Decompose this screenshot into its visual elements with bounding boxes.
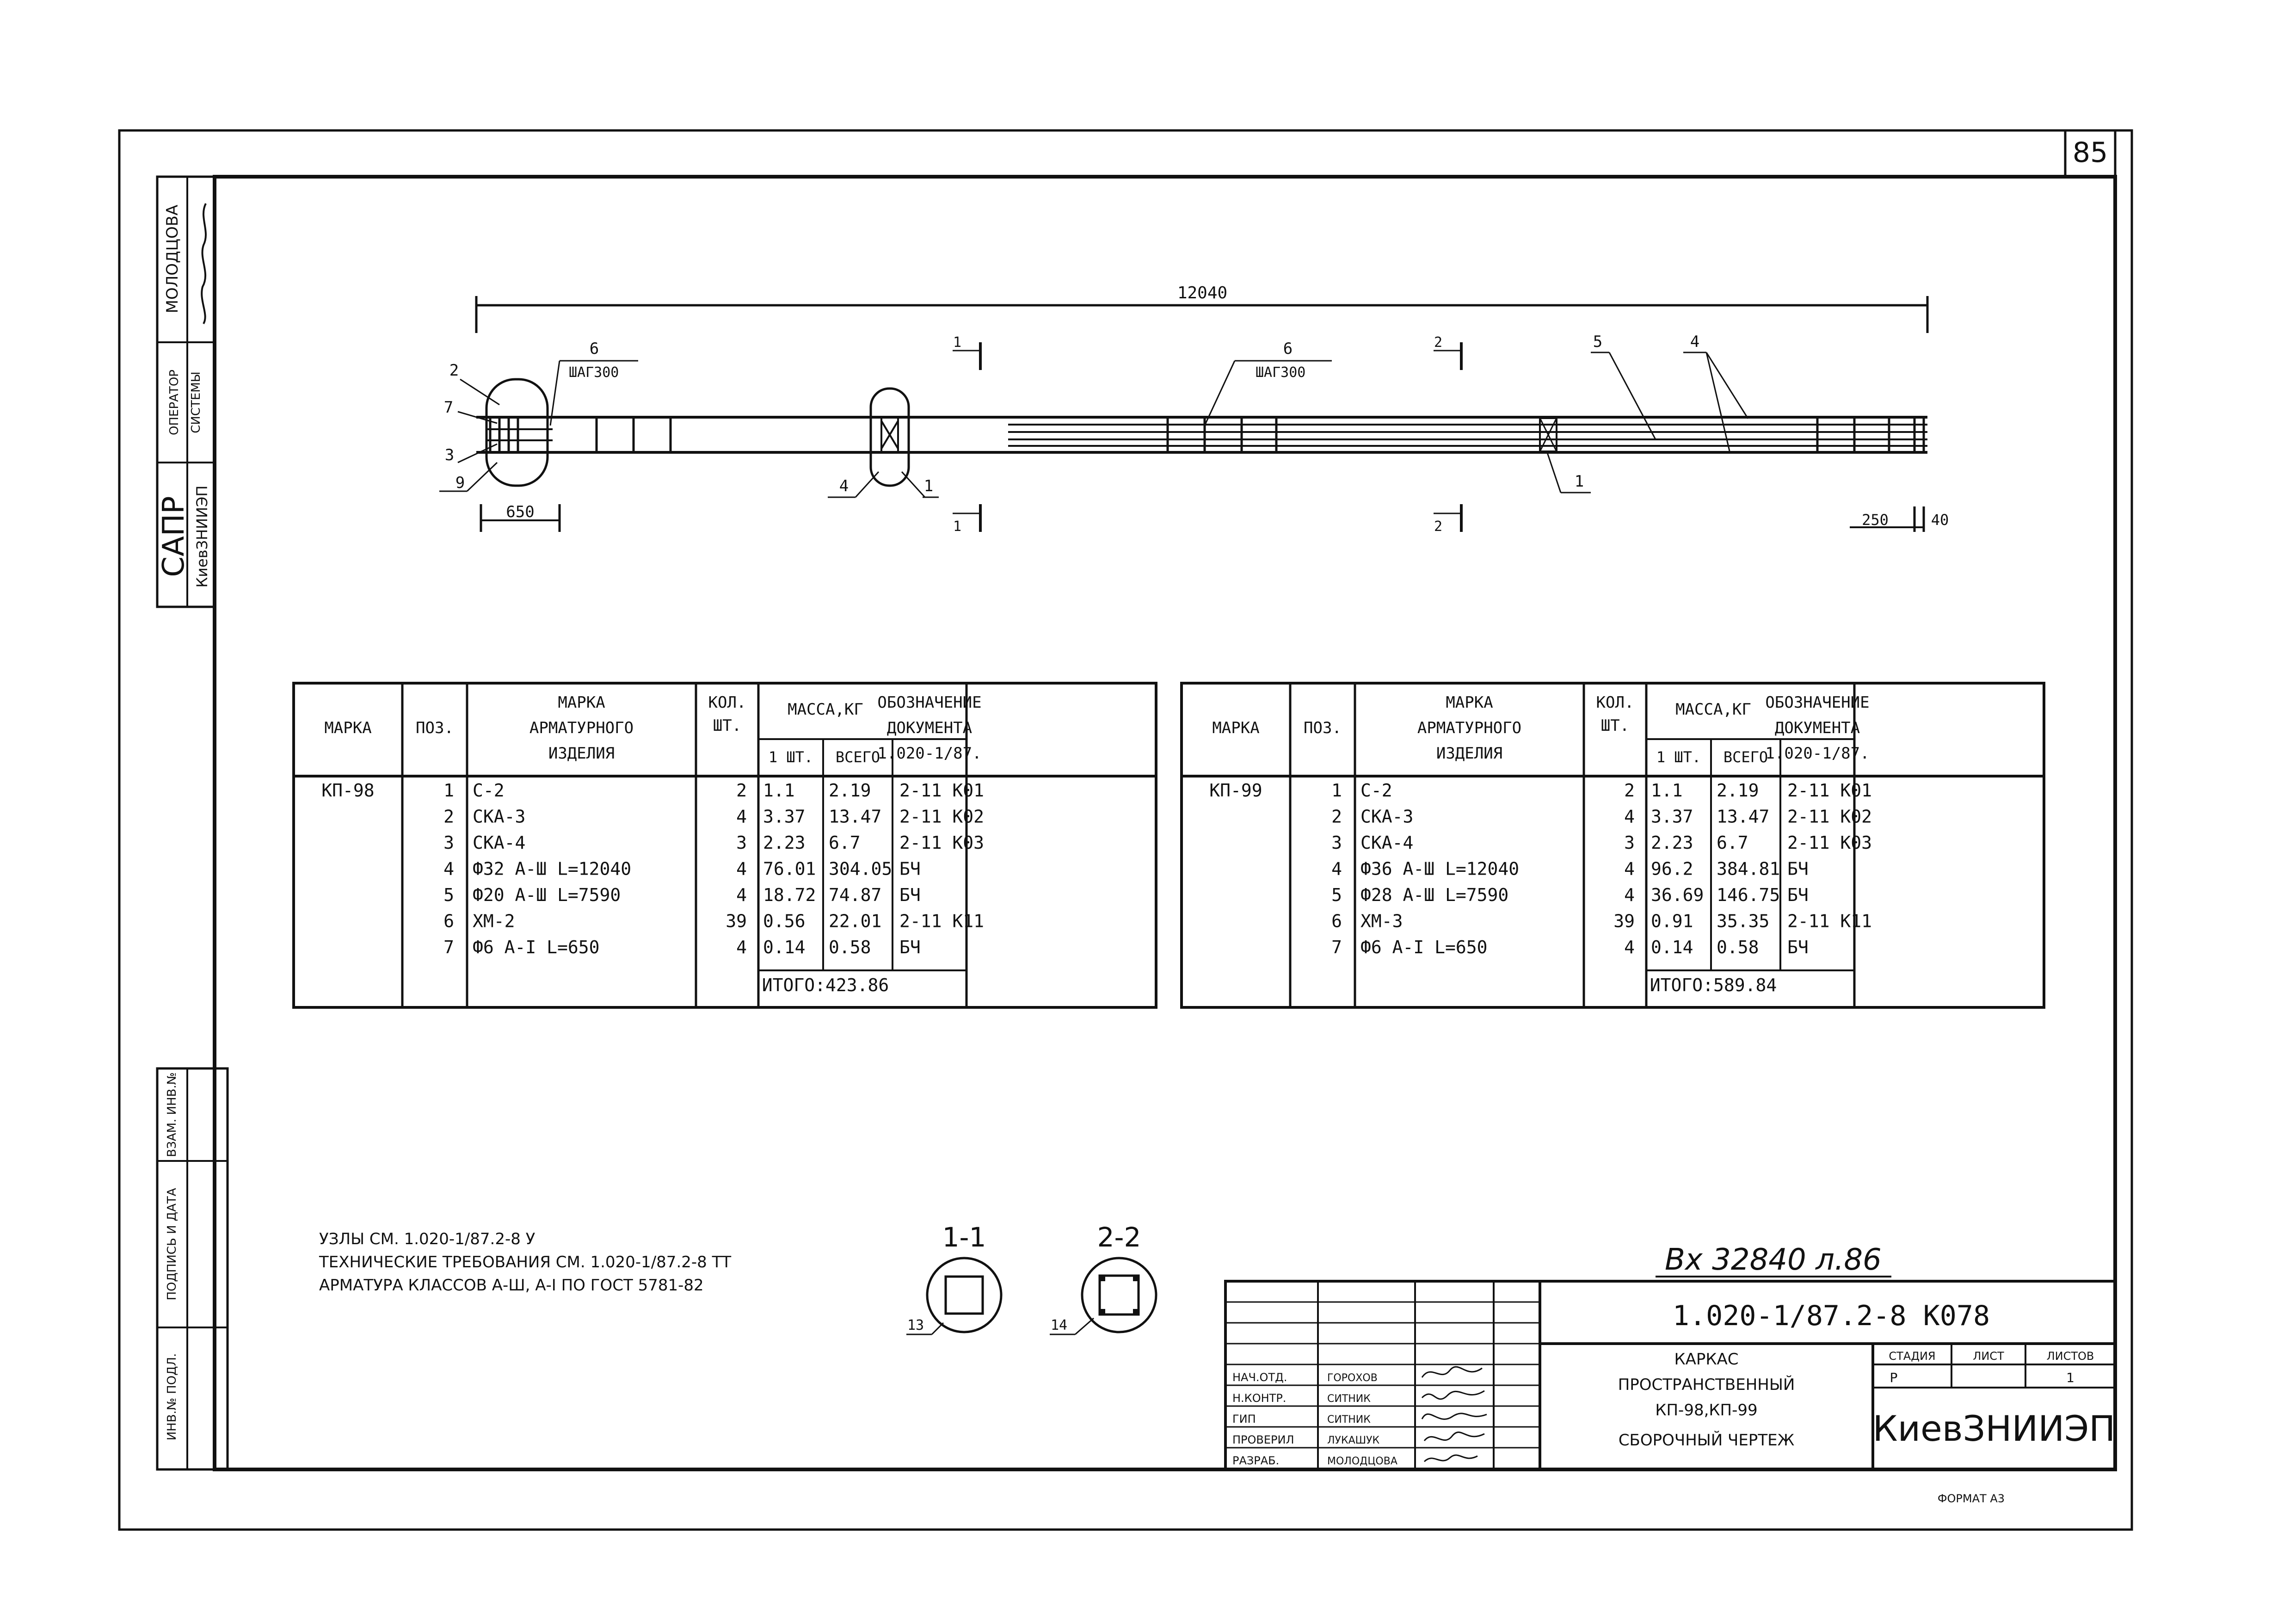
sheet-header: ЛИСТ bbox=[1973, 1350, 2004, 1363]
sheets-header: ЛИСТОВ bbox=[2046, 1350, 2094, 1363]
row-qty: 4 bbox=[1624, 806, 1635, 827]
row-pos: 6 bbox=[443, 911, 454, 932]
header-qty: ШТ. bbox=[713, 716, 742, 735]
notes bbox=[319, 1230, 731, 1295]
row-item: ХМ-3 bbox=[1360, 911, 1403, 932]
callout-6-right: 6 bbox=[1283, 339, 1293, 358]
role-2-name: СИТНИК bbox=[1327, 1393, 1371, 1405]
row-qty: 2 bbox=[1624, 780, 1635, 801]
row-total: ИТОГО:423.86 bbox=[762, 975, 889, 995]
row-pos: 4 bbox=[1331, 858, 1342, 879]
header-item: ИЗДЕЛИЯ bbox=[1436, 744, 1503, 763]
header-item: АРМАТУРНОГО bbox=[1417, 719, 1522, 737]
header-doc: 1.020-1/87. bbox=[877, 744, 982, 763]
header-qty: КОЛ. bbox=[1596, 693, 1634, 712]
header-qty: КОЛ. bbox=[708, 693, 746, 712]
role-1: НАЧ.ОТД. bbox=[1232, 1371, 1287, 1384]
row-item: Ф6 А-I L=650 bbox=[1360, 937, 1488, 957]
header-doc: ДОКУМЕНТА bbox=[886, 719, 973, 737]
row-doc: 2-11 К03 bbox=[899, 833, 985, 853]
section-2-title: 2-2 bbox=[1097, 1222, 1141, 1253]
callout-1-middle: 1 bbox=[923, 477, 934, 495]
role-3-name: СИТНИК bbox=[1327, 1414, 1371, 1426]
callout-7: 7 bbox=[443, 398, 454, 417]
description-line-2: ПРОСТРАНСТВЕННЫЙ bbox=[1618, 1376, 1795, 1394]
format-label: ФОРМАТ А3 bbox=[1937, 1492, 2005, 1505]
stage-header: СТАДИЯ bbox=[1889, 1350, 1936, 1363]
row-item: Ф28 А-Ш L=7590 bbox=[1360, 885, 1509, 905]
row-qty: 4 bbox=[736, 858, 747, 879]
header-doc: ДОКУМЕНТА bbox=[1774, 719, 1860, 737]
row-qty: 2 bbox=[736, 780, 747, 801]
callout-3: 3 bbox=[444, 446, 455, 464]
row-qty: 4 bbox=[736, 885, 747, 905]
row-mass-one: 0.91 bbox=[1651, 911, 1693, 932]
row-pos: 5 bbox=[1331, 885, 1342, 905]
header-mark: МАРКА bbox=[1212, 719, 1260, 737]
row-qty: 3 bbox=[1624, 833, 1635, 853]
header-qty: ШТ. bbox=[1600, 716, 1630, 735]
row-mass-one: 18.72 bbox=[763, 885, 816, 905]
end-dimension-right-a: 250 bbox=[1862, 511, 1889, 529]
header-item: ИЗДЕЛИЯ bbox=[548, 744, 615, 763]
row-item: Ф6 А-I L=650 bbox=[473, 937, 600, 957]
row-doc: БЧ bbox=[1787, 858, 1809, 879]
row-pos: 7 bbox=[443, 937, 454, 957]
spec-table-1 bbox=[294, 683, 1156, 1007]
row-mass-total: 22.01 bbox=[829, 911, 882, 932]
row-doc: 2-11 К11 bbox=[1787, 911, 1872, 932]
section-mark-1-top: 1 bbox=[953, 334, 962, 351]
row-item: С-2 bbox=[1360, 780, 1392, 801]
row-mass-total: 35.35 bbox=[1717, 911, 1770, 932]
row-mass-one: 96.2 bbox=[1651, 858, 1693, 879]
row-mass-total: 6.7 bbox=[829, 833, 861, 853]
signature-1 bbox=[1422, 1367, 1482, 1377]
header-mark: МАРКА bbox=[324, 719, 372, 737]
description-line-4: СБОРОЧНЫЙ ЧЕРТЕЖ bbox=[1618, 1431, 1795, 1450]
row-mass-one: 76.01 bbox=[763, 858, 816, 879]
row-qty: 3 bbox=[736, 833, 747, 853]
row-mass-total: 2.19 bbox=[829, 780, 871, 801]
row-doc: 2-11 К01 bbox=[1787, 780, 1872, 801]
callout-4-right: 4 bbox=[1690, 333, 1700, 351]
row-mass-one: 3.37 bbox=[1651, 806, 1693, 827]
row-qty: 4 bbox=[1624, 885, 1635, 905]
spec-table-2 bbox=[1182, 683, 2044, 1007]
strip-top-name: МОЛОДЦОВА bbox=[163, 204, 182, 314]
strip-sign-date: ПОДПИСЬ И ДАТА bbox=[165, 1188, 179, 1301]
row-pos: 1 bbox=[443, 780, 454, 801]
strip-operator-2: СИСТЕМЫ bbox=[189, 371, 203, 433]
section-mark-2-top: 2 bbox=[1434, 334, 1443, 351]
row-doc: 2-11 К02 bbox=[1787, 806, 1872, 827]
stage-value: Р bbox=[1890, 1370, 1898, 1385]
row-item: СКА-4 bbox=[473, 833, 526, 853]
row-item: Ф36 А-Ш L=12040 bbox=[1360, 858, 1520, 879]
row-item: СКА-3 bbox=[473, 806, 526, 827]
row-mark: КП-99 bbox=[1209, 780, 1262, 801]
overall-dimension: 12040 bbox=[1177, 284, 1228, 302]
row-mass-total: 13.47 bbox=[829, 806, 882, 827]
header-doc: ОБОЗНАЧЕНИЕ bbox=[877, 693, 982, 712]
header-mass: МАССА,КГ bbox=[788, 700, 863, 719]
cage-elevation bbox=[439, 284, 1949, 535]
row-total: ИТОГО:589.84 bbox=[1650, 975, 1777, 995]
header-mass-one: 1 ШТ. bbox=[768, 748, 813, 766]
section-1-leader: 13 bbox=[907, 1317, 924, 1333]
step-label-right: ШАГ300 bbox=[1256, 364, 1306, 381]
row-qty: 39 bbox=[1613, 911, 1635, 932]
organization: КиевЗНИИЭП bbox=[1872, 1408, 2116, 1449]
strip-operator-1: ОПЕРАТОР bbox=[167, 370, 181, 435]
signature-5 bbox=[1424, 1455, 1477, 1462]
strip-sapr: САПР bbox=[157, 496, 191, 577]
role-1-name: ГОРОХОВ bbox=[1327, 1372, 1378, 1384]
callout-1-right: 1 bbox=[1574, 472, 1584, 491]
header-mass-total: ВСЕГО bbox=[835, 748, 880, 766]
header-item: МАРКА bbox=[558, 693, 605, 712]
row-doc: БЧ bbox=[1787, 885, 1809, 905]
row-mass-one: 36.69 bbox=[1651, 885, 1704, 905]
row-qty: 4 bbox=[1624, 858, 1635, 879]
end-dimension-right-b: 40 bbox=[1931, 511, 1949, 529]
step-label-left: ШАГ300 bbox=[569, 364, 619, 381]
section-mark-2-bottom: 2 bbox=[1434, 518, 1443, 535]
row-doc: БЧ bbox=[899, 885, 921, 905]
row-doc: БЧ bbox=[1787, 937, 1809, 957]
header-mass: МАССА,КГ bbox=[1675, 700, 1751, 719]
row-item: С-2 bbox=[473, 780, 505, 801]
row-pos: 2 bbox=[443, 806, 454, 827]
row-mass-one: 0.56 bbox=[763, 911, 806, 932]
row-item: ХМ-2 bbox=[473, 911, 515, 932]
row-pos: 7 bbox=[1331, 937, 1342, 957]
end-dimension-left: 650 bbox=[506, 503, 535, 521]
callout-6-left: 6 bbox=[589, 339, 599, 358]
callout-4-middle: 4 bbox=[839, 477, 849, 495]
left-strip bbox=[157, 177, 228, 1469]
row-mass-one: 1.1 bbox=[1651, 780, 1683, 801]
role-2: Н.КОНТР. bbox=[1232, 1392, 1286, 1405]
strip-top-signature bbox=[202, 204, 206, 324]
row-mass-total: 146.75 bbox=[1717, 885, 1780, 905]
row-doc: 2-11 К01 bbox=[899, 780, 985, 801]
row-item: СКА-3 bbox=[1360, 806, 1414, 827]
header-pos: ПОЗ. bbox=[1304, 719, 1342, 737]
strip-inv-podl: ИНВ.№ ПОДЛ. bbox=[165, 1353, 179, 1441]
header-item: МАРКА bbox=[1446, 693, 1493, 712]
row-mass-total: 74.87 bbox=[829, 885, 882, 905]
row-mark: КП-98 bbox=[321, 780, 375, 801]
header-item: АРМАТУРНОГО bbox=[529, 719, 634, 737]
callout-2: 2 bbox=[449, 361, 459, 380]
section-views bbox=[906, 1222, 1156, 1334]
role-4-name: ЛУКАШУК bbox=[1327, 1435, 1380, 1446]
row-mass-total: 0.58 bbox=[829, 937, 871, 957]
row-mass-total: 13.47 bbox=[1717, 806, 1770, 827]
role-5: РАЗРАБ. bbox=[1232, 1454, 1280, 1467]
row-mass-one: 2.23 bbox=[1651, 833, 1693, 853]
row-mass-one: 0.14 bbox=[763, 937, 806, 957]
header-doc: 1.020-1/87. bbox=[1765, 744, 1870, 763]
row-item: Ф20 А-Ш L=7590 bbox=[473, 885, 621, 905]
row-doc: 2-11 К11 bbox=[899, 911, 985, 932]
sheets-value: 1 bbox=[2066, 1370, 2074, 1385]
title-block bbox=[1225, 1281, 2115, 1469]
row-mass-one: 2.23 bbox=[763, 833, 806, 853]
header-mass-one: 1 ШТ. bbox=[1656, 748, 1701, 766]
row-qty: 4 bbox=[736, 937, 747, 957]
row-mass-one: 1.1 bbox=[763, 780, 795, 801]
row-pos: 5 bbox=[443, 885, 454, 905]
row-mass-total: 6.7 bbox=[1717, 833, 1748, 853]
row-qty: 39 bbox=[726, 911, 747, 932]
row-pos: 1 bbox=[1331, 780, 1342, 801]
row-pos: 3 bbox=[1331, 833, 1342, 853]
section-1-title: 1-1 bbox=[942, 1222, 986, 1253]
row-mass-total: 0.58 bbox=[1717, 937, 1759, 957]
row-item: Ф32 А-Ш L=12040 bbox=[473, 858, 632, 879]
row-pos: 4 bbox=[443, 858, 454, 879]
handwritten-note: Вх 32840 л.86 bbox=[1665, 1243, 1882, 1277]
row-mass-total: 384.81 bbox=[1717, 858, 1780, 879]
strip-org: КиевЗНИИЭП bbox=[193, 485, 211, 588]
header-pos: ПОЗ. bbox=[416, 719, 454, 737]
note-line-2: ТЕХНИЧЕСКИЕ ТРЕБОВАНИЯ СМ. 1.020-1/87.2-8 ТТ bbox=[319, 1253, 732, 1271]
row-pos: 6 bbox=[1331, 911, 1342, 932]
signature-4 bbox=[1424, 1432, 1484, 1441]
header-doc: ОБОЗНАЧЕНИЕ bbox=[1765, 693, 1870, 712]
document-code: 1.020-1/87.2-8 К078 bbox=[1672, 1300, 1990, 1332]
section-2-leader: 14 bbox=[1050, 1317, 1068, 1333]
signature-2 bbox=[1422, 1391, 1484, 1399]
description-line-3: КП-98,КП-99 bbox=[1655, 1401, 1758, 1419]
specification-tables bbox=[294, 683, 2044, 1007]
description-line-1: КАРКАС bbox=[1674, 1350, 1739, 1369]
row-mass-total: 2.19 bbox=[1717, 780, 1759, 801]
section-mark-1-bottom: 1 bbox=[953, 518, 962, 535]
row-doc: БЧ bbox=[899, 937, 921, 957]
row-qty: 4 bbox=[736, 806, 747, 827]
signature-3 bbox=[1422, 1413, 1487, 1419]
row-mass-total: 304.05 bbox=[829, 858, 893, 879]
row-mass-one: 3.37 bbox=[763, 806, 806, 827]
strip-vzam-inv: ВЗАМ. ИНВ.№ bbox=[165, 1072, 179, 1157]
role-4: ПРОВЕРИЛ bbox=[1232, 1433, 1294, 1446]
row-pos: 2 bbox=[1331, 806, 1342, 827]
row-mass-one: 0.14 bbox=[1651, 937, 1693, 957]
callout-9: 9 bbox=[455, 474, 465, 492]
row-doc: 2-11 К03 bbox=[1787, 833, 1872, 853]
row-item: СКА-4 bbox=[1360, 833, 1414, 853]
role-3: ГИП bbox=[1232, 1413, 1256, 1426]
row-pos: 3 bbox=[443, 833, 454, 853]
page-number: 85 bbox=[2072, 136, 2108, 169]
note-line-3: АРМАТУРА КЛАССОВ А-Ш, А-I ПО ГОСТ 5781-82 bbox=[319, 1276, 704, 1295]
callout-5: 5 bbox=[1593, 333, 1603, 351]
row-doc: 2-11 К02 bbox=[899, 806, 985, 827]
row-doc: БЧ bbox=[899, 858, 921, 879]
row-qty: 4 bbox=[1624, 937, 1635, 957]
note-line-1: УЗЛЫ СМ. 1.020-1/87.2-8 У bbox=[319, 1230, 536, 1248]
role-5-name: МОЛОДЦОВА bbox=[1327, 1456, 1397, 1467]
header-mass-total: ВСЕГО bbox=[1723, 748, 1768, 766]
